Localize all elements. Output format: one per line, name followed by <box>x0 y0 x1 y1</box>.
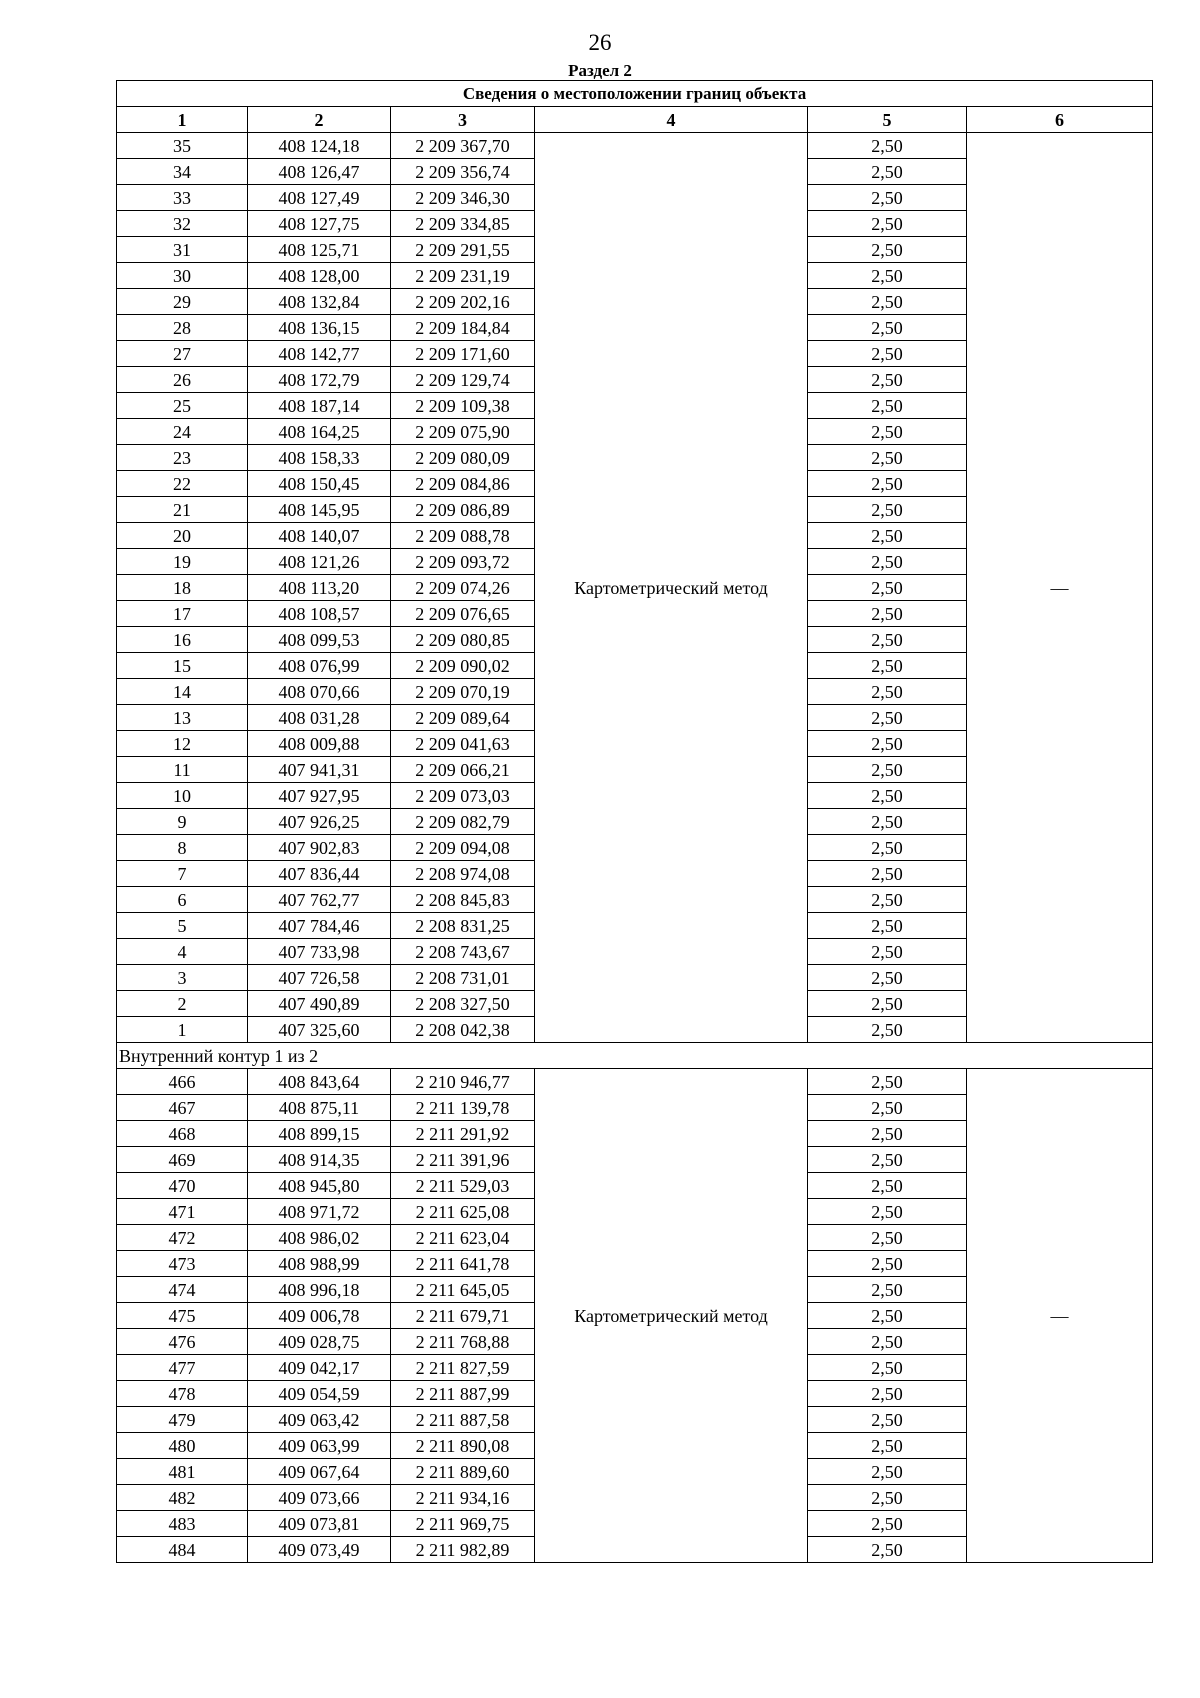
y-coordinate-cell: 2 211 827,59 <box>391 1355 535 1381</box>
x-coordinate-cell: 409 073,81 <box>248 1511 391 1537</box>
accuracy-cell: 2,50 <box>808 601 967 627</box>
y-coordinate-cell: 2 209 367,70 <box>391 133 535 159</box>
x-coordinate-cell: 408 172,79 <box>248 367 391 393</box>
coordinates-table <box>116 80 1153 1563</box>
x-coordinate-cell: 408 108,57 <box>248 601 391 627</box>
x-coordinate-cell: 407 733,98 <box>248 939 391 965</box>
accuracy-cell: 2,50 <box>808 419 967 445</box>
y-coordinate-cell: 2 211 887,99 <box>391 1381 535 1407</box>
contour-label: Внутренний контур 1 из 2 <box>117 1043 1153 1069</box>
point-number-cell: 471 <box>117 1199 248 1225</box>
x-coordinate-cell: 408 136,15 <box>248 315 391 341</box>
accuracy-cell: 2,50 <box>808 679 967 705</box>
point-number-cell: 482 <box>117 1485 248 1511</box>
x-coordinate-cell: 408 127,75 <box>248 211 391 237</box>
accuracy-cell: 2,50 <box>808 861 967 887</box>
x-coordinate-cell: 407 490,89 <box>248 991 391 1017</box>
y-coordinate-cell: 2 211 982,89 <box>391 1537 535 1563</box>
x-coordinate-cell: 408 945,80 <box>248 1173 391 1199</box>
y-coordinate-cell: 2 209 334,85 <box>391 211 535 237</box>
accuracy-cell: 2,50 <box>808 1381 967 1407</box>
y-coordinate-cell: 2 208 831,25 <box>391 913 535 939</box>
point-number-cell: 29 <box>117 289 248 315</box>
y-coordinate-cell: 2 209 076,65 <box>391 601 535 627</box>
accuracy-cell: 2,50 <box>808 1355 967 1381</box>
accuracy-cell: 2,50 <box>808 1277 967 1303</box>
y-coordinate-cell: 2 209 093,72 <box>391 549 535 575</box>
point-number-cell: 470 <box>117 1173 248 1199</box>
y-coordinate-cell: 2 211 887,58 <box>391 1407 535 1433</box>
y-coordinate-cell: 2 209 291,55 <box>391 237 535 263</box>
point-number-cell: 9 <box>117 809 248 835</box>
point-number-cell: 26 <box>117 367 248 393</box>
x-coordinate-cell: 407 726,58 <box>248 965 391 991</box>
accuracy-cell: 2,50 <box>808 965 967 991</box>
point-number-cell: 477 <box>117 1355 248 1381</box>
point-number-cell: 18 <box>117 575 248 601</box>
y-coordinate-cell: 2 209 094,08 <box>391 835 535 861</box>
method-cell: Картометрический метод <box>535 133 808 1043</box>
point-number-cell: 19 <box>117 549 248 575</box>
table-row <box>117 133 1153 159</box>
x-coordinate-cell: 408 128,00 <box>248 263 391 289</box>
y-coordinate-cell: 2 209 184,84 <box>391 315 535 341</box>
point-number-cell: 481 <box>117 1459 248 1485</box>
x-coordinate-cell: 409 063,42 <box>248 1407 391 1433</box>
point-number-cell: 6 <box>117 887 248 913</box>
accuracy-cell: 2,50 <box>808 705 967 731</box>
point-number-cell: 472 <box>117 1225 248 1251</box>
point-number-cell: 4 <box>117 939 248 965</box>
y-coordinate-cell: 2 211 139,78 <box>391 1095 535 1121</box>
point-number-cell: 21 <box>117 497 248 523</box>
x-coordinate-cell: 408 009,88 <box>248 731 391 757</box>
point-number-cell: 467 <box>117 1095 248 1121</box>
y-coordinate-cell: 2 208 845,83 <box>391 887 535 913</box>
y-coordinate-cell: 2 209 066,21 <box>391 757 535 783</box>
point-number-cell: 28 <box>117 315 248 341</box>
accuracy-cell: 2,50 <box>808 1485 967 1511</box>
accuracy-cell: 2,50 <box>808 731 967 757</box>
y-coordinate-cell: 2 211 625,08 <box>391 1199 535 1225</box>
point-number-cell: 35 <box>117 133 248 159</box>
accuracy-cell: 2,50 <box>808 1459 967 1485</box>
y-coordinate-cell: 2 211 391,96 <box>391 1147 535 1173</box>
x-coordinate-cell: 408 158,33 <box>248 445 391 471</box>
y-coordinate-cell: 2 209 088,78 <box>391 523 535 549</box>
y-coordinate-cell: 2 211 890,08 <box>391 1433 535 1459</box>
y-coordinate-cell: 2 208 731,01 <box>391 965 535 991</box>
y-coordinate-cell: 2 209 074,26 <box>391 575 535 601</box>
x-coordinate-cell: 408 996,18 <box>248 1277 391 1303</box>
y-coordinate-cell: 2 209 073,03 <box>391 783 535 809</box>
accuracy-cell: 2,50 <box>808 523 967 549</box>
x-coordinate-cell: 408 125,71 <box>248 237 391 263</box>
x-coordinate-cell: 408 899,15 <box>248 1121 391 1147</box>
point-number-cell: 1 <box>117 1017 248 1043</box>
x-coordinate-cell: 408 126,47 <box>248 159 391 185</box>
page-number: 26 <box>588 30 612 55</box>
y-coordinate-cell: 2 209 346,30 <box>391 185 535 211</box>
x-coordinate-cell: 409 028,75 <box>248 1329 391 1355</box>
column-header: 4 <box>535 107 808 133</box>
point-number-cell: 8 <box>117 835 248 861</box>
point-number-cell: 27 <box>117 341 248 367</box>
x-coordinate-cell: 408 121,26 <box>248 549 391 575</box>
x-coordinate-cell: 408 914,35 <box>248 1147 391 1173</box>
x-coordinate-cell: 407 941,31 <box>248 757 391 783</box>
x-coordinate-cell: 408 070,66 <box>248 679 391 705</box>
point-number-cell: 473 <box>117 1251 248 1277</box>
x-coordinate-cell: 408 843,64 <box>248 1069 391 1095</box>
point-number-cell: 468 <box>117 1121 248 1147</box>
point-number-cell: 480 <box>117 1433 248 1459</box>
accuracy-cell: 2,50 <box>808 939 967 965</box>
accuracy-cell: 2,50 <box>808 159 967 185</box>
x-coordinate-cell: 408 124,18 <box>248 133 391 159</box>
point-number-cell: 483 <box>117 1511 248 1537</box>
accuracy-cell: 2,50 <box>808 315 967 341</box>
y-coordinate-cell: 2 209 089,64 <box>391 705 535 731</box>
accuracy-cell: 2,50 <box>808 237 967 263</box>
accuracy-cell: 2,50 <box>808 185 967 211</box>
x-coordinate-cell: 407 926,25 <box>248 809 391 835</box>
y-coordinate-cell: 2 208 743,67 <box>391 939 535 965</box>
point-number-cell: 30 <box>117 263 248 289</box>
point-number-cell: 25 <box>117 393 248 419</box>
y-coordinate-cell: 2 211 969,75 <box>391 1511 535 1537</box>
x-coordinate-cell: 409 073,49 <box>248 1537 391 1563</box>
accuracy-cell: 2,50 <box>808 1147 967 1173</box>
x-coordinate-cell: 408 875,11 <box>248 1095 391 1121</box>
accuracy-cell: 2,50 <box>808 1069 967 1095</box>
y-coordinate-cell: 2 208 327,50 <box>391 991 535 1017</box>
y-coordinate-cell: 2 210 946,77 <box>391 1069 535 1095</box>
point-number-cell: 7 <box>117 861 248 887</box>
point-number-cell: 34 <box>117 159 248 185</box>
x-coordinate-cell: 407 927,95 <box>248 783 391 809</box>
y-coordinate-cell: 2 211 645,05 <box>391 1277 535 1303</box>
y-coordinate-cell: 2 211 641,78 <box>391 1251 535 1277</box>
column-header: 2 <box>248 107 391 133</box>
point-number-cell: 17 <box>117 601 248 627</box>
x-coordinate-cell: 408 031,28 <box>248 705 391 731</box>
y-coordinate-cell: 2 211 679,71 <box>391 1303 535 1329</box>
y-coordinate-cell: 2 209 080,09 <box>391 445 535 471</box>
accuracy-cell: 2,50 <box>808 1225 967 1251</box>
x-coordinate-cell: 409 073,66 <box>248 1485 391 1511</box>
x-coordinate-cell: 408 164,25 <box>248 419 391 445</box>
point-number-cell: 469 <box>117 1147 248 1173</box>
accuracy-cell: 2,50 <box>808 757 967 783</box>
point-number-cell: 16 <box>117 627 248 653</box>
column-6-cell: — <box>967 133 1153 1043</box>
accuracy-cell: 2,50 <box>808 1251 967 1277</box>
column-header-row <box>117 107 1153 133</box>
accuracy-cell: 2,50 <box>808 211 967 237</box>
x-coordinate-cell: 408 076,99 <box>248 653 391 679</box>
accuracy-cell: 2,50 <box>808 549 967 575</box>
table-body <box>117 133 1153 1563</box>
accuracy-cell: 2,50 <box>808 783 967 809</box>
point-number-cell: 14 <box>117 679 248 705</box>
section-title: Раздел 2 <box>568 61 632 80</box>
accuracy-cell: 2,50 <box>808 133 967 159</box>
y-coordinate-cell: 2 209 084,86 <box>391 471 535 497</box>
point-number-cell: 22 <box>117 471 248 497</box>
x-coordinate-cell: 409 063,99 <box>248 1433 391 1459</box>
accuracy-cell: 2,50 <box>808 575 967 601</box>
y-coordinate-cell: 2 211 768,88 <box>391 1329 535 1355</box>
point-number-cell: 15 <box>117 653 248 679</box>
x-coordinate-cell: 408 986,02 <box>248 1225 391 1251</box>
x-coordinate-cell: 408 187,14 <box>248 393 391 419</box>
accuracy-cell: 2,50 <box>808 289 967 315</box>
accuracy-cell: 2,50 <box>808 1511 967 1537</box>
table-caption: Сведения о местоположении границ объекта <box>117 81 1153 107</box>
x-coordinate-cell: 407 836,44 <box>248 861 391 887</box>
x-coordinate-cell: 409 042,17 <box>248 1355 391 1381</box>
point-number-cell: 466 <box>117 1069 248 1095</box>
x-coordinate-cell: 408 113,20 <box>248 575 391 601</box>
y-coordinate-cell: 2 211 529,03 <box>391 1173 535 1199</box>
point-number-cell: 476 <box>117 1329 248 1355</box>
accuracy-cell: 2,50 <box>808 913 967 939</box>
accuracy-cell: 2,50 <box>808 445 967 471</box>
column-6-cell: — <box>967 1069 1153 1563</box>
point-number-cell: 12 <box>117 731 248 757</box>
x-coordinate-cell: 407 762,77 <box>248 887 391 913</box>
x-coordinate-cell: 408 988,99 <box>248 1251 391 1277</box>
accuracy-cell: 2,50 <box>808 991 967 1017</box>
column-header: 6 <box>967 107 1153 133</box>
accuracy-cell: 2,50 <box>808 497 967 523</box>
method-cell: Картометрический метод <box>535 1069 808 1563</box>
accuracy-cell: 2,50 <box>808 393 967 419</box>
x-coordinate-cell: 408 132,84 <box>248 289 391 315</box>
y-coordinate-cell: 2 209 202,16 <box>391 289 535 315</box>
y-coordinate-cell: 2 209 082,79 <box>391 809 535 835</box>
x-coordinate-cell: 408 127,49 <box>248 185 391 211</box>
accuracy-cell: 2,50 <box>808 1095 967 1121</box>
point-number-cell: 11 <box>117 757 248 783</box>
accuracy-cell: 2,50 <box>808 1537 967 1563</box>
table-head <box>117 81 1153 133</box>
accuracy-cell: 2,50 <box>808 1329 967 1355</box>
point-number-cell: 475 <box>117 1303 248 1329</box>
x-coordinate-cell: 409 006,78 <box>248 1303 391 1329</box>
point-number-cell: 32 <box>117 211 248 237</box>
column-header: 1 <box>117 107 248 133</box>
y-coordinate-cell: 2 209 090,02 <box>391 653 535 679</box>
point-number-cell: 31 <box>117 237 248 263</box>
accuracy-cell: 2,50 <box>808 471 967 497</box>
accuracy-cell: 2,50 <box>808 1121 967 1147</box>
accuracy-cell: 2,50 <box>808 627 967 653</box>
x-coordinate-cell: 408 142,77 <box>248 341 391 367</box>
accuracy-cell: 2,50 <box>808 367 967 393</box>
y-coordinate-cell: 2 211 889,60 <box>391 1459 535 1485</box>
accuracy-cell: 2,50 <box>808 1199 967 1225</box>
x-coordinate-cell: 409 054,59 <box>248 1381 391 1407</box>
point-number-cell: 20 <box>117 523 248 549</box>
point-number-cell: 484 <box>117 1537 248 1563</box>
y-coordinate-cell: 2 209 231,19 <box>391 263 535 289</box>
x-coordinate-cell: 407 325,60 <box>248 1017 391 1043</box>
contour-label-row <box>117 1043 1153 1069</box>
point-number-cell: 5 <box>117 913 248 939</box>
y-coordinate-cell: 2 209 171,60 <box>391 341 535 367</box>
y-coordinate-cell: 2 209 075,90 <box>391 419 535 445</box>
y-coordinate-cell: 2 211 291,92 <box>391 1121 535 1147</box>
y-coordinate-cell: 2 209 129,74 <box>391 367 535 393</box>
accuracy-cell: 2,50 <box>808 835 967 861</box>
accuracy-cell: 2,50 <box>808 1407 967 1433</box>
x-coordinate-cell: 408 140,07 <box>248 523 391 549</box>
x-coordinate-cell: 409 067,64 <box>248 1459 391 1485</box>
table-caption-row <box>117 81 1153 107</box>
accuracy-cell: 2,50 <box>808 653 967 679</box>
x-coordinate-cell: 408 150,45 <box>248 471 391 497</box>
accuracy-cell: 2,50 <box>808 1433 967 1459</box>
accuracy-cell: 2,50 <box>808 341 967 367</box>
x-coordinate-cell: 408 099,53 <box>248 627 391 653</box>
x-coordinate-cell: 408 145,95 <box>248 497 391 523</box>
y-coordinate-cell: 2 209 109,38 <box>391 393 535 419</box>
y-coordinate-cell: 2 209 041,63 <box>391 731 535 757</box>
accuracy-cell: 2,50 <box>808 1017 967 1043</box>
point-number-cell: 10 <box>117 783 248 809</box>
y-coordinate-cell: 2 209 356,74 <box>391 159 535 185</box>
point-number-cell: 33 <box>117 185 248 211</box>
table-row <box>117 1069 1153 1095</box>
accuracy-cell: 2,50 <box>808 263 967 289</box>
point-number-cell: 23 <box>117 445 248 471</box>
point-number-cell: 2 <box>117 991 248 1017</box>
y-coordinate-cell: 2 208 974,08 <box>391 861 535 887</box>
y-coordinate-cell: 2 209 086,89 <box>391 497 535 523</box>
y-coordinate-cell: 2 209 080,85 <box>391 627 535 653</box>
y-coordinate-cell: 2 211 934,16 <box>391 1485 535 1511</box>
accuracy-cell: 2,50 <box>808 809 967 835</box>
column-header: 3 <box>391 107 535 133</box>
point-number-cell: 478 <box>117 1381 248 1407</box>
y-coordinate-cell: 2 209 070,19 <box>391 679 535 705</box>
point-number-cell: 24 <box>117 419 248 445</box>
y-coordinate-cell: 2 208 042,38 <box>391 1017 535 1043</box>
x-coordinate-cell: 408 971,72 <box>248 1199 391 1225</box>
accuracy-cell: 2,50 <box>808 1173 967 1199</box>
x-coordinate-cell: 407 784,46 <box>248 913 391 939</box>
point-number-cell: 474 <box>117 1277 248 1303</box>
point-number-cell: 3 <box>117 965 248 991</box>
x-coordinate-cell: 407 902,83 <box>248 835 391 861</box>
point-number-cell: 479 <box>117 1407 248 1433</box>
column-header: 5 <box>808 107 967 133</box>
y-coordinate-cell: 2 211 623,04 <box>391 1225 535 1251</box>
point-number-cell: 13 <box>117 705 248 731</box>
accuracy-cell: 2,50 <box>808 1303 967 1329</box>
accuracy-cell: 2,50 <box>808 887 967 913</box>
